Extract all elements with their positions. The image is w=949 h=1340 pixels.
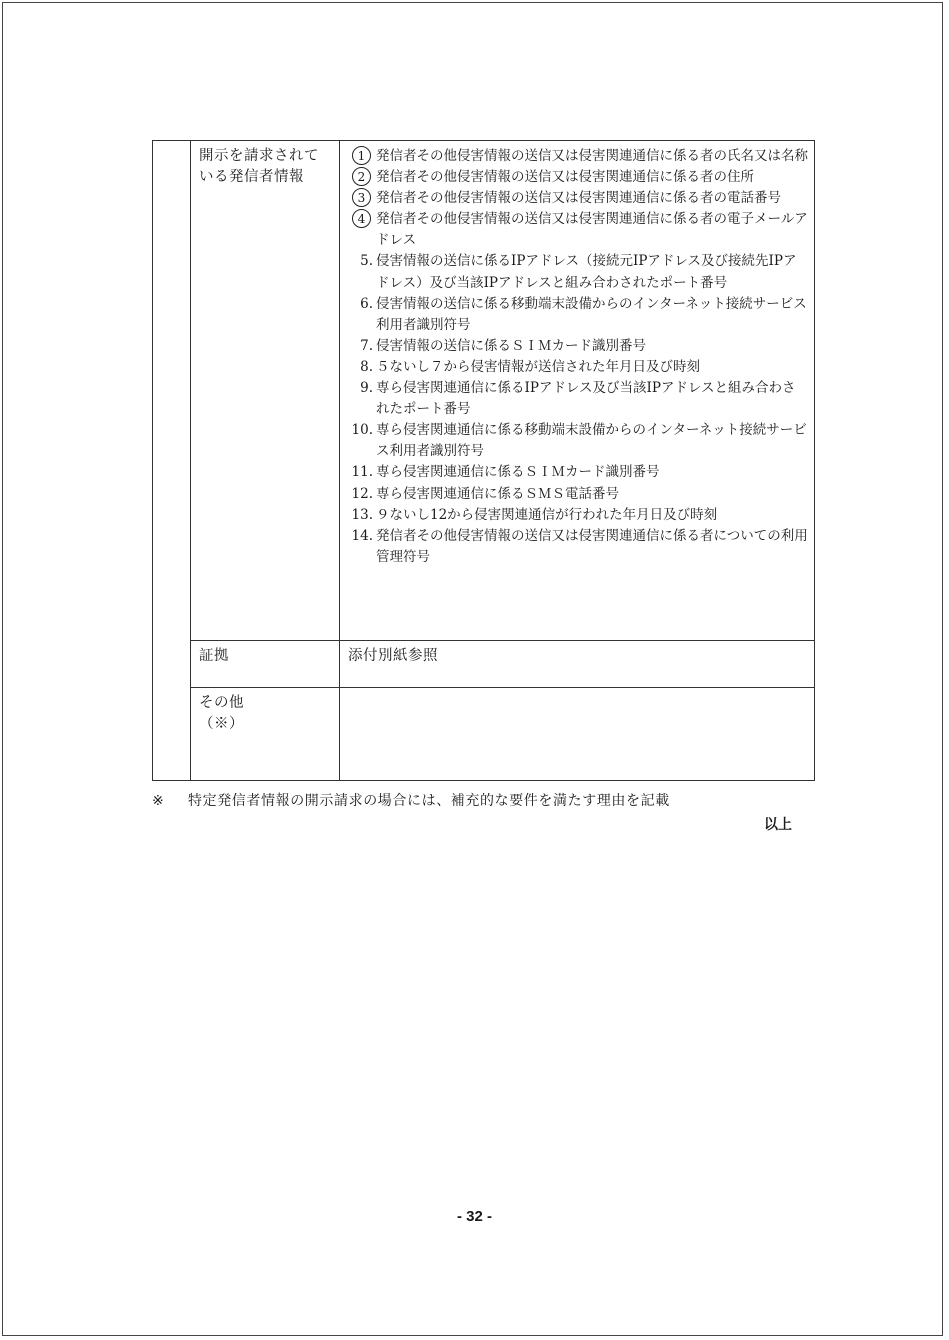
list-item — [343, 336, 808, 357]
list-item — [343, 420, 808, 462]
item-text: 専ら侵害関連通信に係るＳＩＭカード識別番号 — [376, 464, 660, 481]
item-number — [343, 167, 376, 188]
list-item — [343, 505, 808, 526]
item-number — [343, 209, 376, 251]
row-label-other: その他 （※） — [199, 695, 244, 732]
circled-number: 2 — [352, 167, 371, 186]
row-label-requested-info: 開示を請求されている発信者情報 — [199, 148, 319, 185]
list-item — [343, 209, 808, 251]
item-number: 14. — [351, 527, 373, 544]
item-text: 専ら侵害関連通信に係るＳＭＳ電話番号 — [376, 485, 619, 502]
row-value-other — [340, 688, 814, 693]
list-item — [343, 188, 808, 209]
item-number: 7. — [360, 337, 373, 354]
row-value-evidence: 添付別紙参照 — [348, 648, 438, 664]
list-item — [343, 251, 808, 293]
item-text: 専ら侵害関連通信に係るIPアドレス及び当該IPアドレスと組み合わされたポート番号 — [376, 380, 796, 418]
left-margin-cell — [153, 141, 191, 781]
item-number: 9. — [360, 380, 373, 397]
item-text: 侵害情報の送信に係るＳＩＭカード識別番号 — [376, 337, 646, 354]
table-row-evidence — [153, 641, 815, 688]
row-label-cell — [191, 141, 340, 641]
page-number: - 32 - — [456, 1208, 492, 1225]
item-number — [343, 146, 376, 167]
closing-text: 以上 — [764, 817, 792, 833]
list-item — [343, 146, 808, 167]
circled-number: 1 — [352, 146, 371, 165]
item-text: ５ないし７から侵害情報が送信された年月日及び時刻 — [376, 358, 700, 375]
list-item — [343, 378, 808, 420]
item-text: 侵害情報の送信に係るIPアドレス（接続元IPアドレス及び接続先IPアドレス）及び当該IPアドレスと組み合わされたポート番号 — [376, 253, 797, 291]
footnote-mark: ※ — [152, 793, 165, 809]
disclosure-request-table — [152, 140, 815, 781]
item-text: 発信者その他侵害情報の送信又は侵害関連通信に係る者についての利用管理符号 — [376, 527, 808, 565]
item-number: 12. — [351, 485, 373, 502]
footnote-text: 特定発信者情報の開示請求の場合には、補充的な要件を満たす理由を記載 — [188, 793, 670, 809]
item-number: 8. — [360, 358, 373, 375]
item-text: ９ないし12から侵害関連通信が行われた年月日及び時刻 — [376, 506, 718, 523]
list-item — [343, 167, 808, 188]
item-text: 発信者その他侵害情報の送信又は侵害関連通信に係る者の電子メールアドレス — [376, 211, 808, 249]
row-label-evidence: 証拠 — [199, 648, 229, 664]
item-number: 13. — [351, 506, 373, 523]
item-text: 発信者その他侵害情報の送信又は侵害関連通信に係る者の住所 — [376, 169, 754, 186]
item-number — [343, 188, 376, 209]
list-item — [343, 357, 808, 378]
circled-number: 4 — [352, 209, 371, 228]
row-value-cell — [340, 688, 815, 781]
list-item — [343, 294, 808, 336]
row-value-cell — [340, 141, 815, 641]
item-text: 発信者その他侵害情報の送信又は侵害関連通信に係る者の氏名又は名称 — [376, 148, 808, 164]
item-text: 発信者その他侵害情報の送信又は侵害関連通信に係る者の電話番号 — [376, 190, 781, 207]
requested-info-list — [340, 141, 814, 568]
item-number: 11. — [351, 464, 373, 481]
item-number: 5. — [360, 253, 373, 270]
item-text: 専ら侵害関連通信に係る移動端末設備からのインターネット接続サービス利用者識別符号 — [376, 422, 807, 460]
row-value-cell — [340, 641, 815, 688]
row-label-cell — [191, 688, 340, 781]
item-text: 侵害情報の送信に係る移動端末設備からのインターネット接続サービス利用者識別符号 — [376, 295, 807, 333]
item-number: 6. — [360, 295, 373, 312]
table-row-other — [153, 688, 815, 781]
circled-number: 3 — [352, 188, 371, 207]
item-number: 10. — [351, 422, 373, 439]
footnote — [152, 790, 670, 810]
table-row-requested-info — [153, 141, 815, 641]
list-item — [343, 462, 808, 483]
list-item — [343, 526, 808, 568]
row-label-cell — [191, 641, 340, 688]
list-item — [343, 484, 808, 505]
